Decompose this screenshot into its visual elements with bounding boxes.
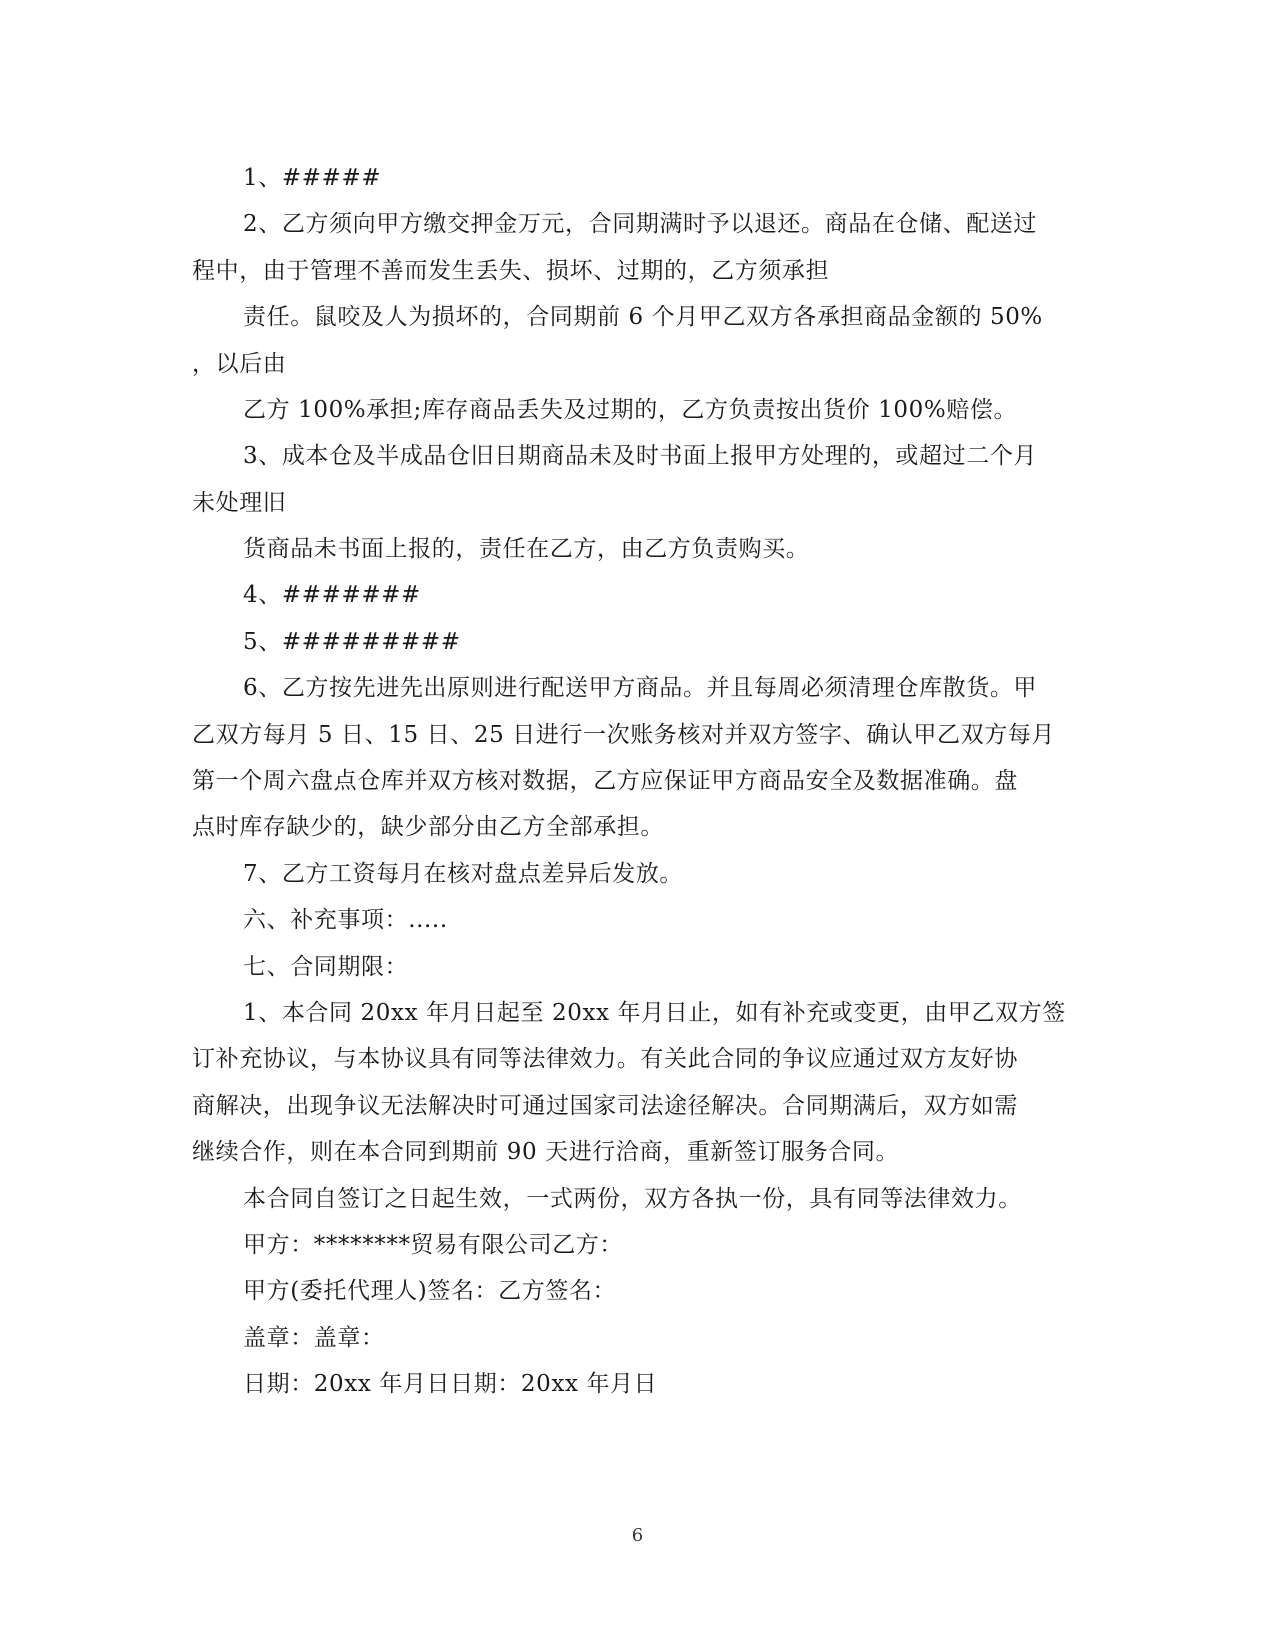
- clause-3-line-1: 3、成本仓及半成品仓旧日期商品未及时书面上报甲方处理的，或超过二个月: [243, 443, 1038, 469]
- seals-line: 盖章：盖章：: [243, 1325, 385, 1351]
- party-names: 甲方：********贸易有限公司乙方：: [243, 1232, 623, 1258]
- clause-3-line-2: 未处理旧: [192, 490, 287, 516]
- clause-2-line-2: 程中，由于管理不善而发生丢失、损坏、过期的，乙方须承担: [192, 258, 830, 284]
- term-clause-line-1: 1、本合同 20xx 年月日起至 20xx 年月日止，如有补充或变更，由甲乙双方签: [243, 1000, 1066, 1026]
- page-number: 6: [631, 1525, 644, 1546]
- term-clause-line-4: 继续合作，则在本合同到期前 90 天进行洽商，重新签订服务合同。: [192, 1139, 900, 1165]
- effective-statement: 本合同自签订之日起生效，一式两份，双方各执一份，具有同等法律效力。: [243, 1186, 1022, 1212]
- clause-6-line-2: 乙双方每月 5 日、15 日、25 日进行一次账务核对并双方签字、确认甲乙双方每月: [192, 722, 1056, 748]
- clause-6-line-1: 6、乙方按先进先出原则进行配送甲方商品。并且每周必须清理仓库散货。甲: [243, 675, 1038, 701]
- clause-6-line-4: 点时库存缺少的，缺少部分由乙方全部承担。: [192, 814, 664, 840]
- clause-1: 1、#####: [243, 165, 382, 191]
- term-clause-line-3: 商解决，出现争议无法解决时可通过国家司法途径解决。合同期满后，双方如需: [192, 1093, 1018, 1119]
- clause-5: 5、#########: [243, 629, 461, 655]
- clause-7: 7、乙方工资每月在核对盘点差异后发放。: [243, 861, 684, 887]
- section-6-heading: 六、补充事项：.....: [243, 907, 448, 933]
- clause-6-line-3: 第一个周六盘点仓库并双方核对数据，乙方应保证甲方商品安全及数据准确。盘: [192, 768, 1018, 794]
- clause-3-line-3: 货商品未书面上报的，责任在乙方，由乙方负责购买。: [243, 536, 810, 562]
- dates-line: 日期：20xx 年月日日期：20xx 年月日: [243, 1371, 658, 1397]
- clause-2-line-3: 责任。鼠咬及人为损坏的，合同期前 6 个月甲乙双方各承担商品金额的 50%: [243, 304, 1043, 330]
- clause-2-line-1: 2、乙方须向甲方缴交押金万元，合同期满时予以退还。商品在仓储、配送过: [243, 211, 1038, 237]
- clause-2-line-5: 乙方 100%承担;库存商品丢失及过期的，乙方负责按出货价 100%赔偿。: [243, 397, 1018, 423]
- signatures-line: 甲方(委托代理人)签名：乙方签名：: [243, 1278, 617, 1304]
- term-clause-line-2: 订补充协议，与本协议具有同等法律效力。有关此合同的争议应通过双方友好协: [192, 1046, 1018, 1072]
- section-7-heading: 七、合同期限：: [243, 954, 409, 980]
- clause-2-line-4: ，以后由: [192, 351, 287, 377]
- clause-4: 4、#######: [243, 582, 421, 608]
